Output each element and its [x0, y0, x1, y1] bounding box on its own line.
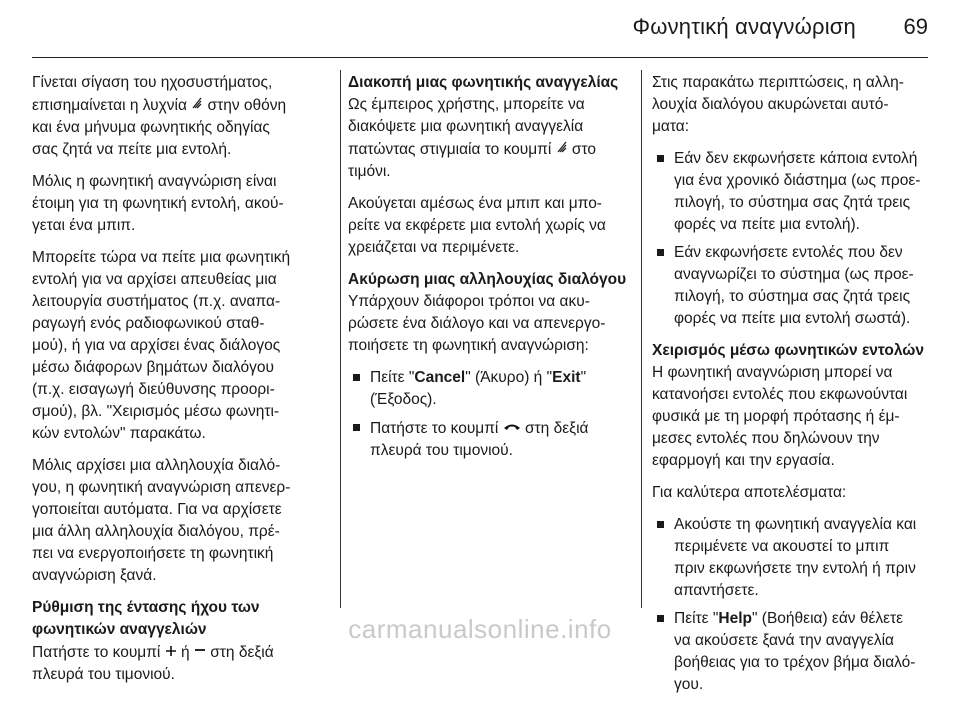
list-item: Πείτε "Help" (Βοήθεια) εάν θέλετε να ακούσετε ξανά την αναγγελία βοήθειας για το τρέχον βήμα διαλό- γου. — [652, 608, 932, 696]
list-item: Πατήστε το κουμπί στη δεξιά πλευρά του τιμονιού. — [348, 417, 638, 462]
watermark: carmanualsonline.info — [348, 614, 612, 644]
column-3 — [652, 72, 932, 706]
voice-command-icon — [191, 94, 203, 116]
column-divider-1 — [340, 70, 341, 608]
paragraph: Στις παρακάτω περιπτώσεις, η αλλη- λουχία διαλόγου ακυρώνεται αυτό- ματα: — [652, 74, 904, 135]
list-item: Εάν εκφωνήσετε εντολές που δεν αναγνωρίζει το σύστημα (ως προε- πιλογή, το σύστημα σας ζητά τρεις φορές να πείτε μια εντολή σωστά). — [652, 242, 932, 330]
bullet-list — [652, 514, 932, 696]
section-heading: Ρύθμιση της έντασης ήχου των φωνητικών αναγγελιών — [32, 599, 260, 638]
page-title: Φωνητική αναγνώριση — [632, 14, 856, 39]
section-heading: Ακύρωση μιας αλληλουχίας διαλόγου — [348, 271, 627, 288]
column-1 — [32, 72, 332, 696]
voice-command-icon — [556, 138, 568, 160]
header-divider — [32, 57, 928, 58]
list-item: Ακούστε τη φωνητική αναγγελία και περιμένετε να ακουστεί το μπιπ πριν εκφωνήσετε την εντολή ή πριν απαντήσετε. — [652, 514, 932, 602]
phone-hangup-icon — [503, 417, 521, 439]
column-2 — [348, 72, 638, 472]
paragraph: Υπάρχουν διάφοροι τρόποι να ακυ- ρώσετε ένα διάλογο και να απενεργο- ποιήσετε τη φωνητική αναγνώριση: — [348, 293, 606, 354]
page-number: 69 — [903, 14, 928, 39]
bullet-list — [652, 148, 932, 330]
section-heading: Χειρισμός μέσω φωνητικών εντολών — [652, 342, 925, 359]
list-item: Εάν δεν εκφωνήσετε κάποια εντολή για ένα χρονικό διάστημα (ως προε- πιλογή, το σύστημα σας ζητά τρεις φορές να πείτε μια εντολή). — [652, 148, 932, 236]
paragraph: Ως έμπειρος χρήστης, μπορείτε να διακόψετε μια φωνητική αναγγελία πατώντας στιγμιαία το κουμπί στο τιμόνι. — [348, 96, 597, 180]
section-heading: Διακοπή μιας φωνητικής αναγγελίας — [348, 74, 619, 91]
paragraph: Ακούγεται αμέσως ένα μπιπ και μπο- ρείτε να εκφέρετε μια εντολή χωρίς να χρειάζεται να περιμένετε. — [348, 195, 606, 256]
paragraph: Μόλις αρχίσει μια αλληλουχία διαλό- γου, η φωνητική αναγνώριση απενερ- γοποιείται αυτόματα. Για να αρχίσετε μια άλλη αλληλουχία διαλόγου, πρέ- πει να ενεργοποιήσετε τη φωνητική αναγνώριση ξανά. — [32, 457, 291, 584]
bullet-list — [348, 367, 638, 462]
paragraph: Μόλις η φωνητική αναγνώριση είναι έτοιμη για τη φωνητική εντολή, ακού- γεται ένα μπιπ. — [32, 173, 284, 234]
list-item: Πείτε "Cancel" (Άκυρο) ή "Exit" (Έξοδος). — [348, 367, 638, 411]
paragraph: Για καλύτερα αποτελέσματα: — [652, 484, 847, 501]
paragraph: Πατήστε το κουμπί ή στη δεξιά πλευρά του τιμονιού. — [32, 641, 332, 686]
column-divider-2 — [641, 70, 642, 608]
page-header — [0, 0, 960, 62]
paragraph: Μπορείτε τώρα να πείτε μια φωνητική εντολή για να αρχίσει απευθείας μια λειτουργία συστήματος (π.χ. αναπα- ραγωγή ενός ραδιοφωνικού σταθ- μού), ή για να αρχίσει ένας διάλογος μέσω διάφορων βημάτων διαλόγου (π.χ. εισαγωγή διεύθυνσης προορι- σμού), βλ. "Χειρισμός μέσω φωνητι- κών εντολών" παρακάτω. — [32, 249, 291, 442]
paragraph: Η φωνητική αναγνώριση μπορεί να κατανοήσει εντολές που εκφωνούνται φυσικά με τη μορφή πρότασης ή έμ- μεσες εντολές που δηλώνουν την εφαρμογή και την εργασία. — [652, 364, 908, 469]
paragraph: Γίνεται σίγαση του ηχοσυστήματος, επισημαίνεται η λυχνία στην οθόνη και ένα μήνυμα φωνητικής οδηγίας σας ζητά να πείτε μια εντολή. — [32, 74, 287, 158]
